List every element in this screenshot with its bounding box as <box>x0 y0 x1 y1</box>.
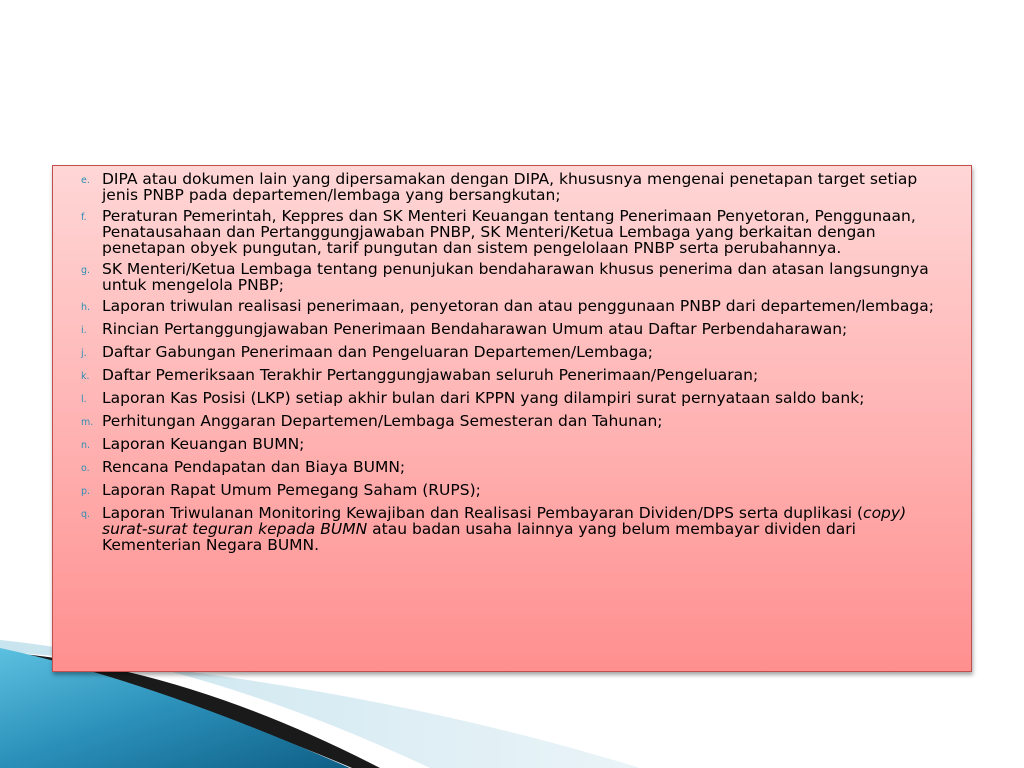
content-box <box>52 165 972 672</box>
list-item-text: Daftar Gabungan Penerimaan dan Pengeluaran Departemen/Lembaga; <box>102 343 654 361</box>
list-item <box>81 482 951 500</box>
list-marker: q. <box>81 509 91 520</box>
list-item <box>81 390 951 408</box>
list-item-text: DIPA atau dokumen lain yang dipersamakan dengan DIPA, khususnya mengenai penetapan target setiap jenis PNBP pada departemen/lembaga yang bersangkutan; <box>102 170 918 204</box>
list-item <box>81 261 951 293</box>
list-marker: f. <box>81 212 87 223</box>
list-marker: j. <box>81 348 87 359</box>
list-item-text: Rincian Pertanggungjawaban Penerimaan Bendaharawan Umum atau Daftar Perbendaharawan; <box>102 320 848 338</box>
list-marker: i. <box>81 325 87 336</box>
list-marker: l. <box>81 394 87 405</box>
list-item <box>81 436 951 454</box>
list-item <box>81 344 951 362</box>
requirements-list <box>81 171 951 553</box>
list-item-text: Perhitungan Anggaran Departemen/Lembaga Semesteran dan Tahunan; <box>102 412 663 430</box>
list-item <box>81 367 951 385</box>
list-item <box>81 321 951 339</box>
list-item-italic-text: copy) surat-surat teguran kepada BUMN <box>102 504 907 538</box>
list-item-text-part: Laporan Triwulanan Monitoring Kewajiban dan Realisasi Pembayaran Dividen/DPS serta duplikasi ( <box>102 504 864 522</box>
list-marker: g. <box>81 265 91 276</box>
list-item-text: Laporan Keuangan BUMN; <box>102 435 305 453</box>
list-marker: k. <box>81 371 90 382</box>
list-item <box>81 208 951 256</box>
list-marker: e. <box>81 175 90 186</box>
list-marker: n. <box>81 440 91 451</box>
list-item <box>81 298 951 316</box>
list-item <box>81 171 951 203</box>
list-marker: m. <box>81 417 94 428</box>
list-marker: h. <box>81 302 91 313</box>
list-item-text: Daftar Pemeriksaan Terakhir Pertanggungjawaban seluruh Penerimaan/Pengeluaran; <box>102 366 759 384</box>
list-item <box>81 459 951 477</box>
list-item-text: Laporan triwulan realisasi penerimaan, penyetoran dan atau penggunaan PNBP dari departemen/lembaga; <box>102 297 934 315</box>
list-item-text <box>102 505 951 553</box>
list-item-text: Laporan Rapat Umum Pemegang Saham (RUPS); <box>102 481 481 499</box>
list-item <box>81 413 951 431</box>
list-item-text: Rencana Pendapatan dan Biaya BUMN; <box>102 458 406 476</box>
list-item-text: Laporan Kas Posisi (LKP) setiap akhir bulan dari KPPN yang dilampiri surat pernyataan saldo bank; <box>102 389 865 407</box>
list-marker: p. <box>81 486 91 497</box>
list-item-text: Peraturan Pemerintah, Keppres dan SK Menteri Keuangan tentang Penerimaan Penyetoran, Penggunaan, Penatausahaan dan Pertanggungjawaban PNBP, SK Menteri/Ketua Lembaga yang berkaitan dengan penetapan obyek pungutan, tarif pungutan dan sistem pengelolaan PNBP serta perubahannya. <box>102 207 916 257</box>
list-item <box>81 505 951 553</box>
list-item-text: SK Menteri/Ketua Lembaga tentang penunjukan bendaharawan khusus penerima dan atasan langsungnya untuk mengelola PNBP; <box>102 260 929 294</box>
list-item-text-part: atau badan usaha lainnya yang belum membayar dividen dari Kementerian Negara BUMN. <box>102 520 856 554</box>
list-marker: o. <box>81 463 90 474</box>
